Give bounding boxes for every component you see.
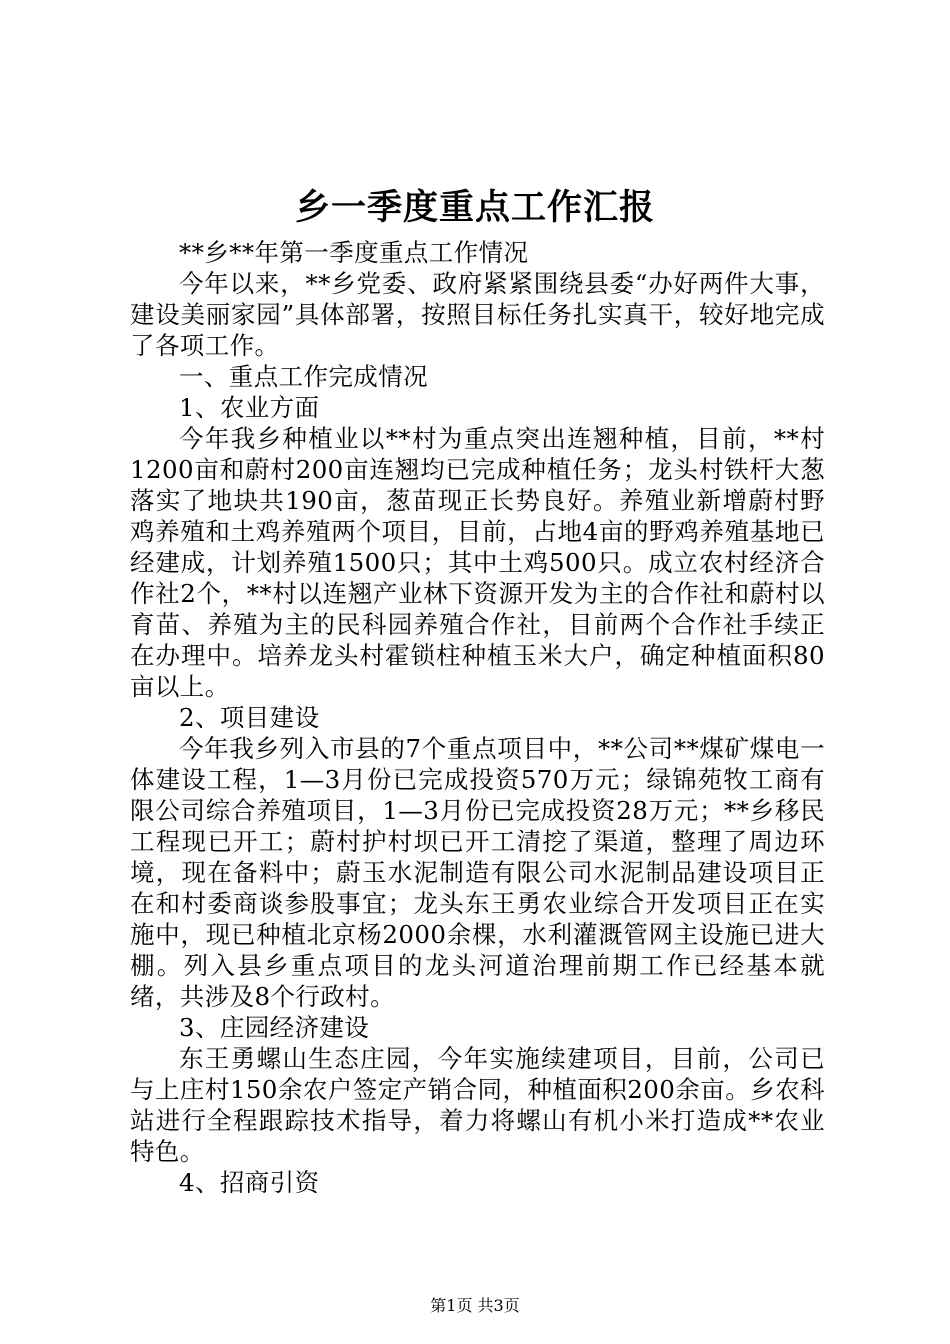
section-heading: 一、重点工作完成情况 <box>179 362 428 391</box>
page-number-footer: 第1页 共3页 <box>430 1296 520 1315</box>
subsection-heading: 3、庄园经济建设 <box>179 1013 370 1042</box>
subtitle-paragraph: **乡**年第一季度重点工作情况 <box>179 238 529 267</box>
body-paragraph: 今年我乡列入市县的7个重点项目中，**公司**煤矿煤电一体建设工程，1—3月份已完成投资570万元；绿锦苑牧工商有限公司综合养殖项目，1—3月份已完成投资28万元；**乡移民工程现已开工；蔚村护村坝已开工清挖了渠道，整理了周边环境，现在备料中；蔚玉水泥制造有限公司水泥制品建设项目正在和村委商谈参股事宜；龙头东王勇农业综合开发项目正在实施中，现已种植北京杨2000余棵，水利灌溉管网主设施已进大棚。列入县乡重点项目的龙头河道治理前期工作已经基本就绪，共涉及8个行政村。 <box>130 734 825 1011</box>
document-title: 乡一季度重点工作汇报 <box>294 187 655 228</box>
document-body <box>130 237 825 1198</box>
intro-paragraph: 今年以来，**乡党委、政府紧紧围绕县委“办好两件大事，建设美丽家园”具体部署，按照目标任务扎实真干，较好地完成了各项工作。 <box>130 269 825 360</box>
body-paragraph: 今年我乡种植业以**村为重点突出连翘种植，目前，**村1200亩和蔚村200亩连翘均已完成种植任务；龙头村铁杆大葱落实了地块共190亩，葱苗现正长势良好。养殖业新增蔚村野鸡养殖和土鸡养殖两个项目，目前，占地4亩的野鸡养殖基地已经建成，计划养殖1500只；其中土鸡500只。成立农村经济合作社2个，**村以连翘产业林下资源开发为主的合作社和蔚村以育苗、养殖为主的民科园养殖合作社，目前两个合作社手续正在办理中。培养龙头村霍锁柱种植玉米大户，确定种植面积80亩以上。 <box>130 424 825 701</box>
subsection-heading: 4、招商引资 <box>179 1168 320 1197</box>
subsection-heading: 2、项目建设 <box>179 703 320 732</box>
body-paragraph: 东王勇螺山生态庄园，今年实施续建项目，目前，公司已与上庄村150余农户签定产销合同，种植面积200余亩。乡农科站进行全程跟踪技术指导，着力将螺山有机小米打造成**农业特色。 <box>130 1044 825 1166</box>
subsection-heading: 1、农业方面 <box>179 393 320 422</box>
